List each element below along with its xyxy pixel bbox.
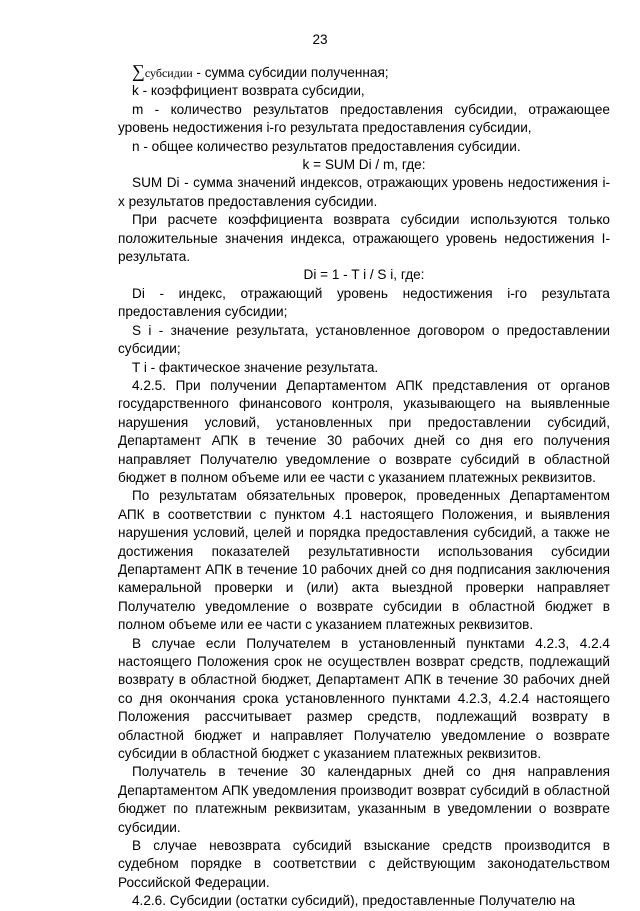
paragraph-court-recovery: В случае невозврата субсидий взыскание средств производится в судебном порядке в соответствии с действующим законодательством Российской Федерации. bbox=[118, 838, 610, 890]
formula-k: k = SUM Di / m, где: bbox=[302, 157, 426, 173]
paragraph-4-2-5: 4.2.5. При получении Департаментом АПК представления от органов государственного финансового контроля, указывающего на выявленные нарушения условий, установленных при предоставлении субсидий, Департамент АПК в течение 30 рабочих дней со дня его получения направляет Получателю уведомление о возврате субсидий в областной бюджет в полном объеме или ее части с указанием платежных реквизитов. bbox=[118, 377, 610, 485]
sum-definition bbox=[118, 62, 610, 82]
sum-definition-text: - сумма субсидии полученная; bbox=[192, 65, 389, 80]
paragraph-checks: По результатам обязательных проверок, проведенных Департаментом АПК в соответствии с пунктом 4.1 настоящего Положения, и выявления нарушения условий, целей и порядка предоставления субсидий, а также не достижения показателей результативности использования субсидии Департамент АПК в течение 10 рабочих дней со дня подписания заключения камеральной проверки и (или) акта выездной проверки направляет Получателю уведомление о возврате субсидии в областной бюджет в полном объеме или ее части с указанием платежных реквизитов. bbox=[118, 488, 610, 633]
paragraph-non-return-case: В случае если Получателем в установленный пунктами 4.2.3, 4.2.4 настоящего Положения срок не осуществлен возврат средств, подлежащий возврату в областной бюджет, Департамент АПК в течение 30 рабочих дней со дня окончания срока установленного пунктами 4.2.3, 4.2.4 настоящего Положения рассчитывает размер средств, подлежащий возврату в областной бюджет и направляет Получателю уведомление о возврате субсидии в областной бюджет с указанием платежных реквизитов. bbox=[118, 635, 610, 762]
k-definition: k - коэффициент возврата субсидии, bbox=[132, 83, 365, 99]
ti-definition: T i - фактическое значение результата. bbox=[132, 359, 379, 375]
sum-symbol: ∑ bbox=[132, 61, 145, 81]
formula-di: Di = 1 - T i / S i, где: bbox=[303, 267, 425, 283]
paragraph-4-2-6: 4.2.6. Субсидии (остатки субсидий), предоставленные Получателю на bbox=[132, 893, 576, 909]
m-definition: m - количество результатов предоставления субсидии, отражающее уровень недостижения i-го результата предоставления субсидии, bbox=[118, 101, 610, 136]
di-definition: Di - индекс, отражающий уровень недостижения i-го результата предоставления субсидии; bbox=[118, 285, 610, 320]
positive-values-note: При расчете коэффициента возврата субсидии используются только положительные значения индекса, отражающего уровень недостижения I-результата. bbox=[118, 212, 610, 265]
sum-subscript: субсидии bbox=[144, 66, 193, 80]
document-body bbox=[118, 62, 610, 911]
n-definition: n - общее количество результатов предоставления субсидии. bbox=[132, 138, 521, 154]
si-definition: S i - значение результата, установленное договором о предоставлении субсидии; bbox=[118, 322, 610, 357]
page-number: 23 bbox=[312, 32, 328, 47]
paragraph-recipient-return: Получатель в течение 30 календарных дней со дня направления Департаментом АПК уведомления производит возврат субсидий в областной бюджет по платежным реквизитам, указанным в уведомлении о возврате субсидии. bbox=[118, 764, 610, 835]
sum-di-definition: SUM Di - сумма значений индексов, отражающих уровень недостижения i-х результатов предоставления субсидии. bbox=[118, 175, 610, 209]
